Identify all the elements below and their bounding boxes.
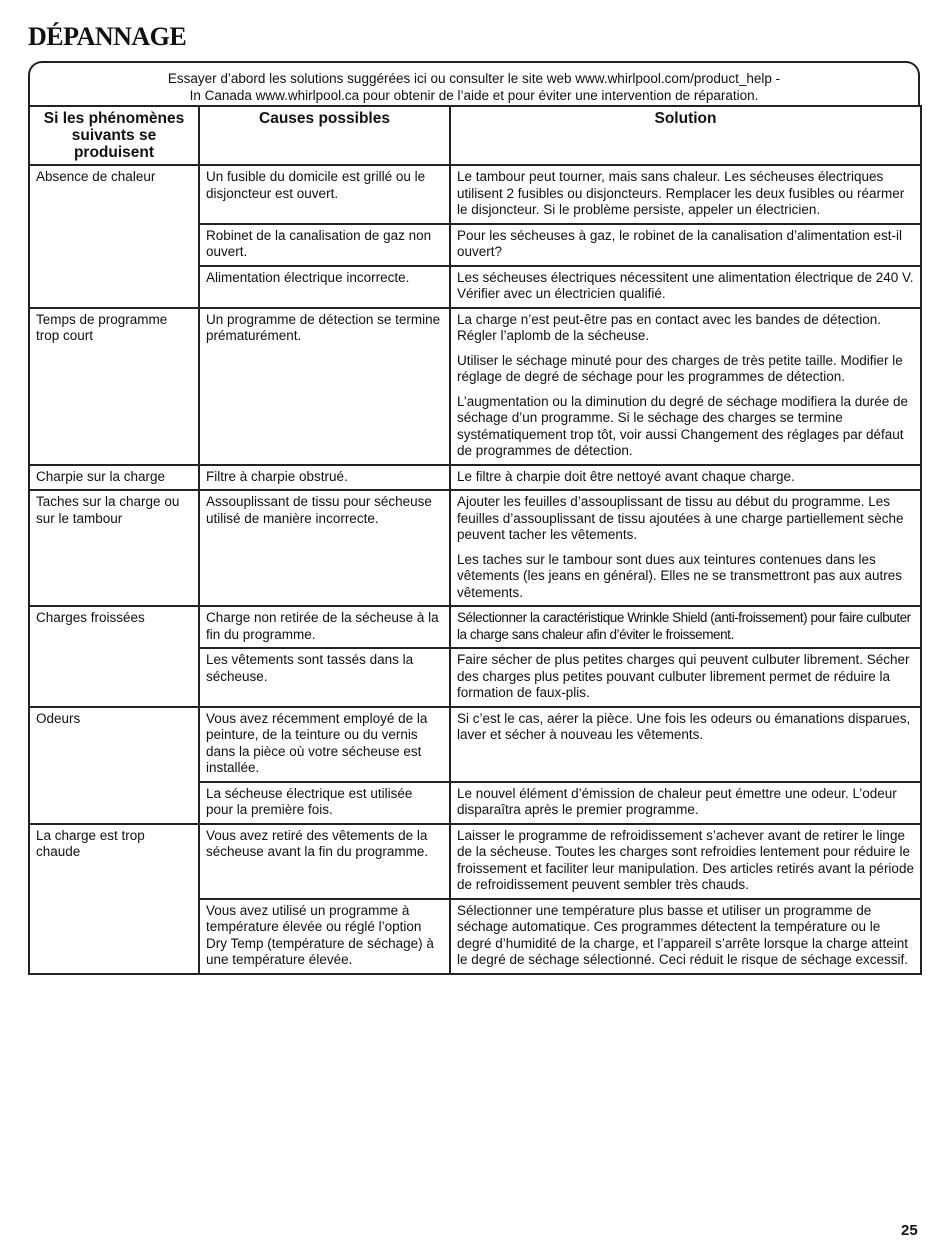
solution-paragraph: La charge n’est peut-être pas en contact avec les bandes de détection. Régler l’aplomb de la sécheuse. xyxy=(457,311,882,343)
solution-cell xyxy=(450,824,921,899)
page-number: 25 xyxy=(901,1222,918,1239)
solution-paragraph: Faire sécher de plus petites charges qui peuvent culbuter librement. Sécher des charges plus petites pouvant culbuter librement permet de réduire la formation de faux-plis. xyxy=(457,652,910,700)
solution-cell xyxy=(450,707,921,782)
cause-cell: Filtre à charpie obstrué. xyxy=(199,465,450,491)
table-row xyxy=(29,707,921,782)
header-solution: Solution xyxy=(450,106,921,165)
cause-cell: Assouplissant de tissu pour sécheuse utilisé de manière incorrecte. xyxy=(199,490,450,606)
solution-cell xyxy=(450,782,921,824)
solution-paragraph: Les taches sur le tambour sont dues aux teintures contenues dans les vêtements (les jeans en général). Elles ne se transmettront pas aux autres vêtements. xyxy=(457,551,902,600)
cause-cell: Un fusible du domicile est grillé ou le disjoncteur est ouvert. xyxy=(199,165,450,224)
cause-cell: La sécheuse électrique est utilisée pour la première fois. xyxy=(199,782,450,824)
intro-box xyxy=(28,61,920,106)
solution-paragraph: Le tambour peut tourner, mais sans chaleur. Les sécheuses électriques utilisent 2 fusibles ou disjoncteurs. Remplacer les deux fusibles ou réarmer le disjoncteur. Si le problème persiste, appeler un électricien. xyxy=(457,169,905,217)
symptom-cell: La charge est trop chaude xyxy=(29,824,199,974)
solution-paragraph: L’augmentation ou la diminution du degré de séchage modifiera la durée de séchage d’un programme. Si le séchage des charges se termine systématiquement trop tôt, voir aussi Changement des réglages par défaut de programmes de détection. xyxy=(457,393,909,458)
table-row xyxy=(29,465,921,491)
troubleshooting-table xyxy=(28,105,922,975)
solution-paragraph: Utiliser le séchage minuté pour des charges de très petite taille. Modifier le réglage de degré de séchage pour les programmes de détection. xyxy=(457,352,903,384)
cause-cell: Charge non retirée de la sécheuse à la fin du programme. xyxy=(199,606,450,648)
cause-cell: Vous avez utilisé un programme à température élevée ou réglé l’option Dry Temp (température de séchage) à une température élevée. xyxy=(199,899,450,974)
solution-cell xyxy=(450,266,921,308)
table-header-row xyxy=(29,106,921,165)
cause-cell: Vous avez retiré des vêtements de la sécheuse avant la fin du programme. xyxy=(199,824,450,899)
table-row xyxy=(29,165,921,224)
solution-paragraph: Pour les sécheuses à gaz, le robinet de la canalisation d’alimentation est-il ouvert? xyxy=(457,227,903,259)
symptom-cell: Absence de chaleur xyxy=(29,165,199,308)
solution-paragraph: Le nouvel élément d’émission de chaleur peut émettre une odeur. L’odeur disparaîtra après le premier programme. xyxy=(457,785,897,817)
symptom-cell: Charpie sur la charge xyxy=(29,465,199,491)
solution-paragraph: Sélectionner la caractéristique Wrinkle Shield (anti-froissement) pour faire culbuter la charge sans chaleur afin d’éviter le froissement. xyxy=(457,610,911,642)
solution-cell xyxy=(450,490,921,606)
solution-cell xyxy=(450,899,921,974)
intro-line-2: In Canada www.whirlpool.ca pour obtenir de l’aide et pour éviter une intervention de réparation. xyxy=(189,88,759,103)
troubleshooting-frame xyxy=(28,61,920,1028)
solution-cell xyxy=(450,606,921,648)
cause-cell: Alimentation électrique incorrecte. xyxy=(199,266,450,308)
solution-cell xyxy=(450,648,921,707)
solution-paragraph: Ajouter les feuilles d’assouplissant de tissu au début du programme. Les feuilles d’assouplissant de tissu ajoutées à une charge partiellement sèche peuvent tacher les vêtements. xyxy=(457,494,904,542)
symptom-cell: Temps de programme trop court xyxy=(29,308,199,465)
cause-cell: Un programme de détection se termine prématurément. xyxy=(199,308,450,465)
header-symptom: Si les phénomènes suivants se produisent xyxy=(29,106,199,165)
intro-line-1: Essayer d’abord les solutions suggérées ici ou consulter le site web www.whirlpool.com/product_help - xyxy=(167,71,781,86)
cause-cell: Vous avez récemment employé de la peinture, de la teinture ou du vernis dans la pièce où votre sécheuse est installée. xyxy=(199,707,450,782)
symptom-cell: Charges froissées xyxy=(29,606,199,707)
symptom-cell: Odeurs xyxy=(29,707,199,824)
cause-cell: Robinet de la canalisation de gaz non ouvert. xyxy=(199,224,450,266)
solution-cell xyxy=(450,308,921,465)
table-row xyxy=(29,824,921,899)
page-title: DÉPANNAGE xyxy=(28,22,187,51)
solution-cell xyxy=(450,165,921,224)
solution-paragraph: Les sécheuses électriques nécessitent une alimentation électrique de 240 V. Vérifier avec un électricien qualifié. xyxy=(457,269,914,301)
cause-cell: Les vêtements sont tassés dans la sécheuse. xyxy=(199,648,450,707)
table-row xyxy=(29,606,921,648)
solution-paragraph: Laisser le programme de refroidissement s’achever avant de retirer le linge de la sécheuse. Toutes les charges sont refroidies lentement pour réduire le froissement et faciliter leur manipulation. Des articles retirés avant la période de refroidissement peuvent sembler très chauds. xyxy=(457,827,914,892)
header-cause: Causes possibles xyxy=(199,106,450,165)
solution-paragraph: Sélectionner une température plus basse et utiliser un programme de séchage automatique. Ces programmes détectent la température ou le degré d’humidité de la charge, et l’appareil s’arrête lorsque la charge atteint le degré de séchage sélectionné. Ceci réduit le risque de séchage excessif. xyxy=(457,902,909,967)
table-row xyxy=(29,490,921,606)
solution-cell xyxy=(450,224,921,266)
solution-cell xyxy=(450,465,921,491)
solution-paragraph: Le filtre à charpie doit être nettoyé avant chaque charge. xyxy=(457,468,795,484)
table-row xyxy=(29,308,921,465)
symptom-cell: Taches sur la charge ou sur le tambour xyxy=(29,490,199,606)
solution-paragraph: Si c’est le cas, aérer la pièce. Une fois les odeurs ou émanations disparues, laver et sécher à nouveau les vêtements. xyxy=(457,710,911,742)
